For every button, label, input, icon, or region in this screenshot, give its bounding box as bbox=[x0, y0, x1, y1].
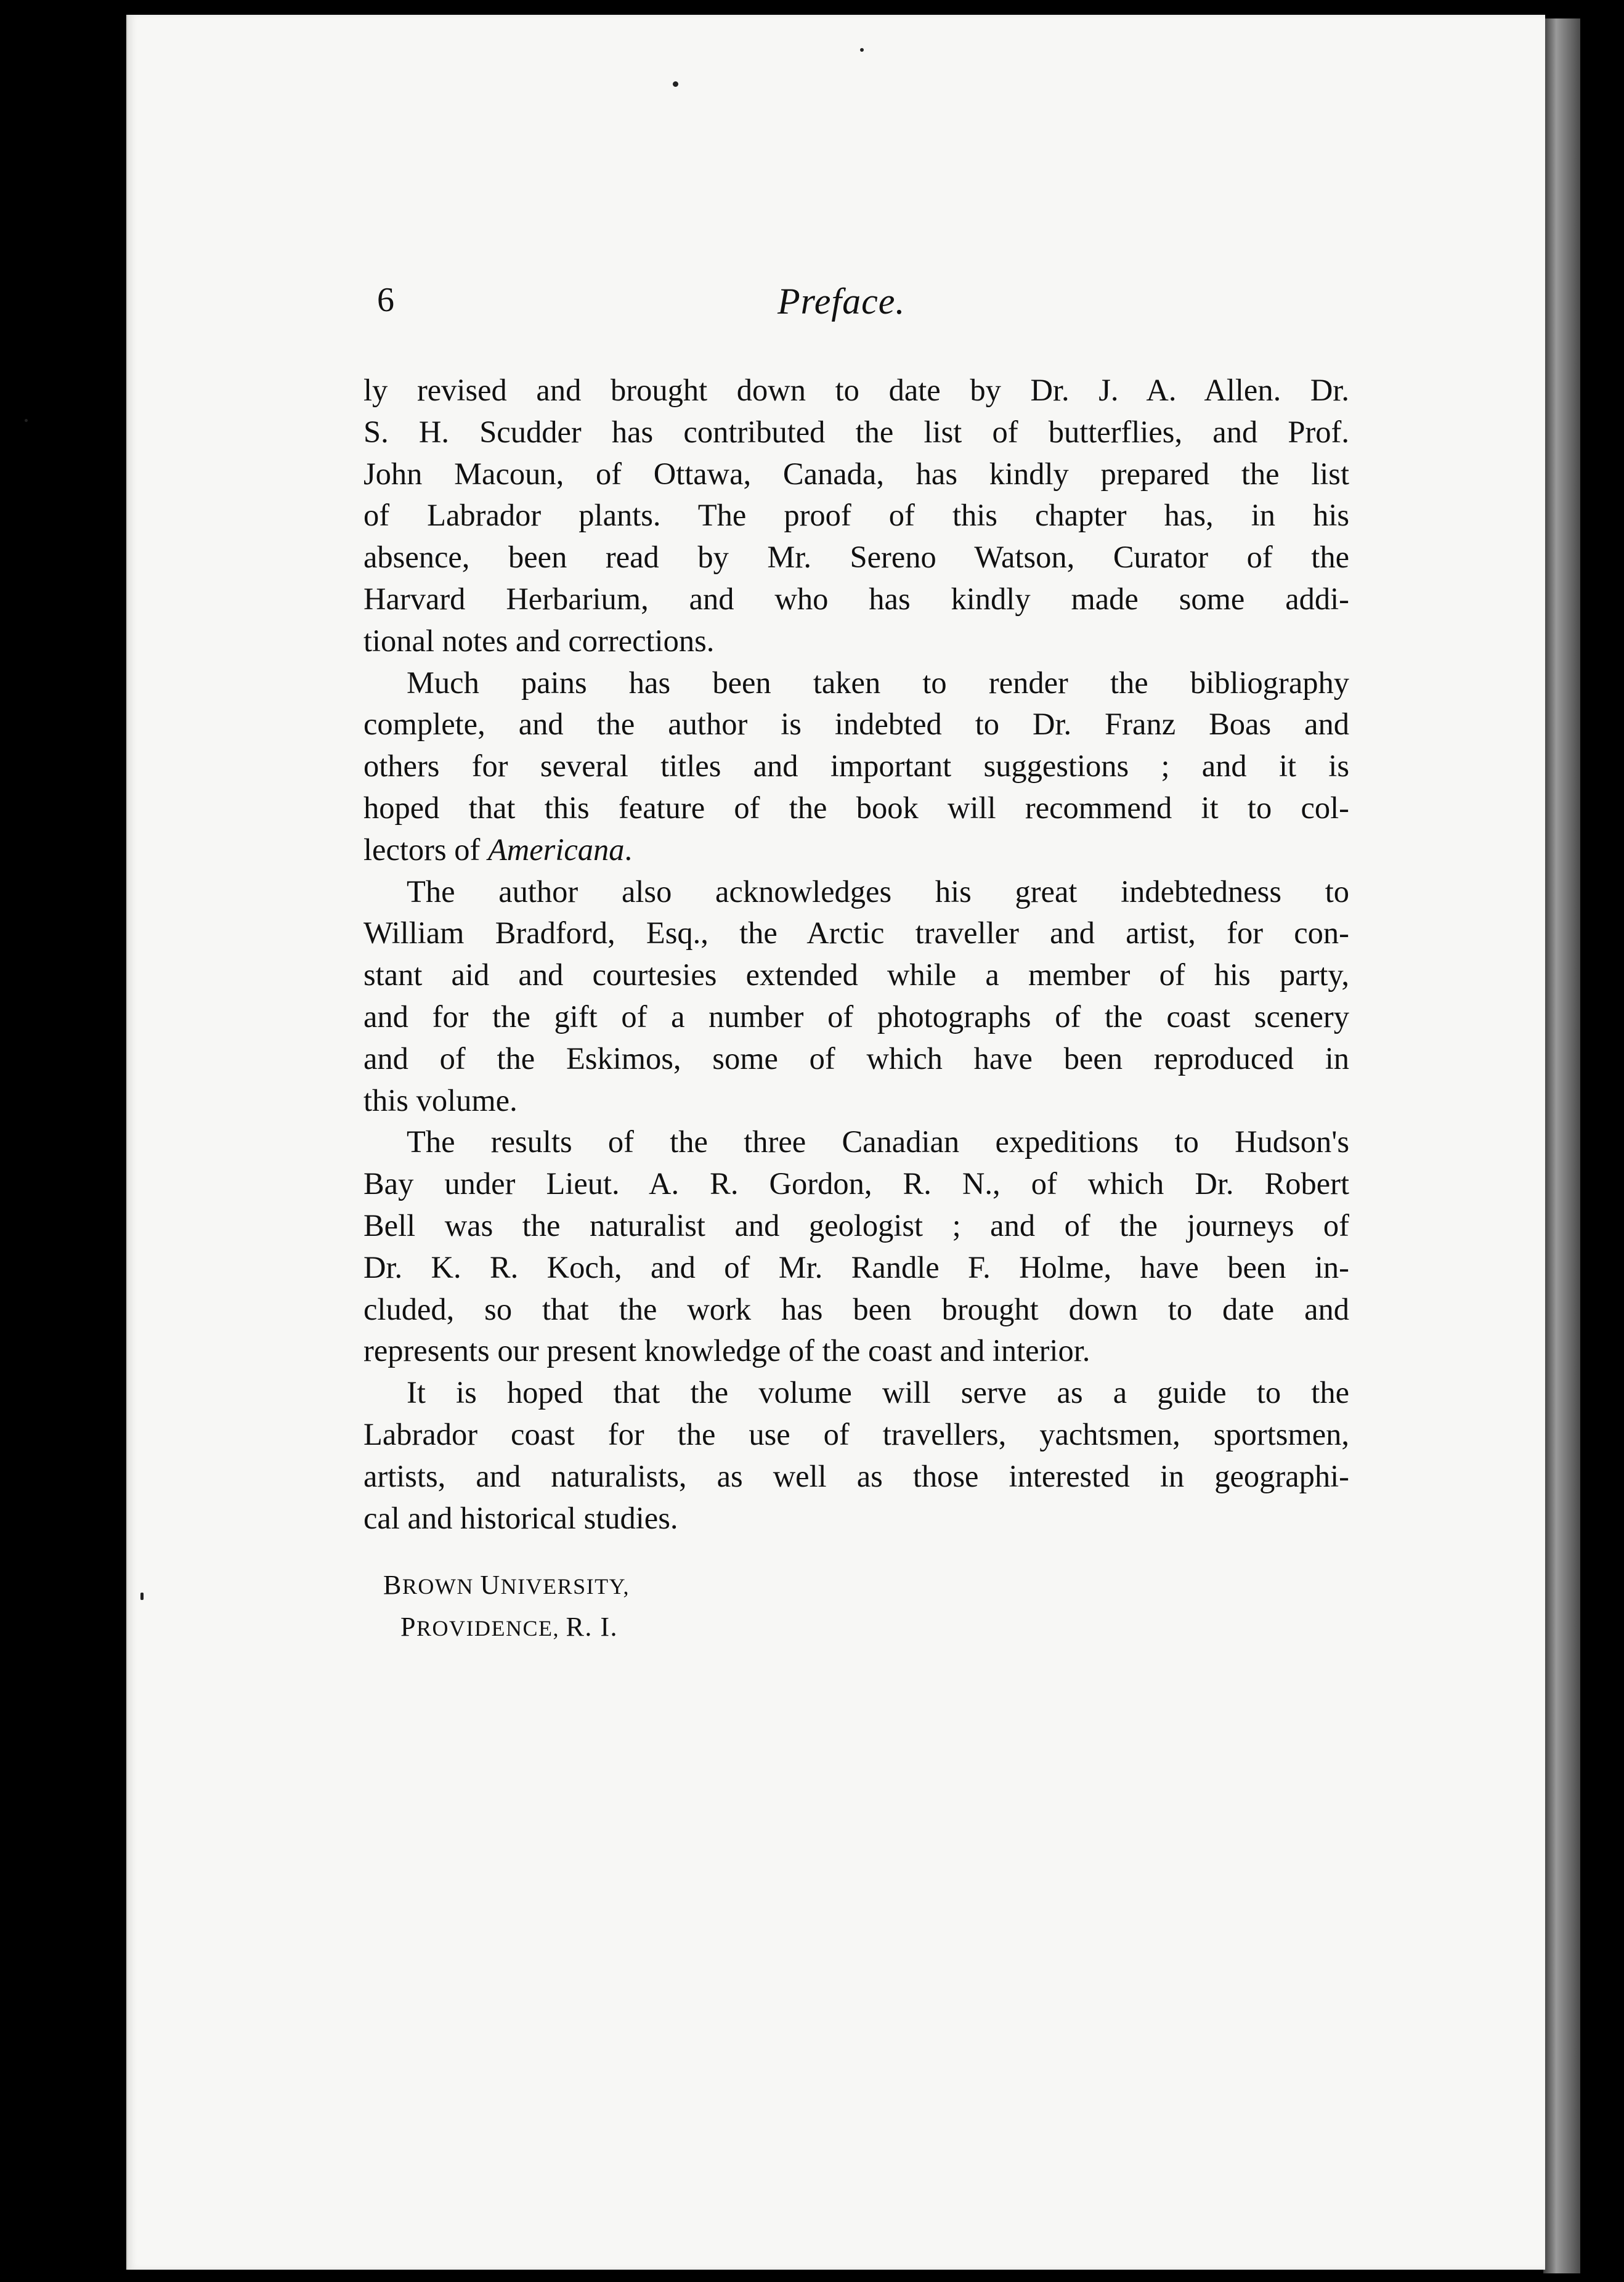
text-line: The results of the three Canadian expeditions to Hudson's bbox=[407, 1124, 1349, 1159]
text-line: this volume. bbox=[363, 1082, 518, 1118]
text-line: of Labrador plants. The proof of this chapter has, in his bbox=[363, 498, 1349, 533]
text-line: S. H. Scudder has contributed the list of butterflies, and Prof. bbox=[363, 414, 1349, 449]
text-line: cluded, so that the work has been brought down to date and bbox=[363, 1291, 1349, 1326]
signature-location: PROVIDENCE, R. I. bbox=[400, 1612, 618, 1642]
text-line: and of the Eskimos, some of which have been reproduced in bbox=[363, 1041, 1349, 1076]
page-number: 6 bbox=[377, 281, 394, 319]
text-line: Harvard Herbarium, and who has kindly made some addi- bbox=[363, 581, 1349, 616]
scan-speck bbox=[25, 419, 28, 422]
text-line: and for the gift of a number of photographs of the coast scenery bbox=[363, 999, 1349, 1034]
running-head: Preface. bbox=[777, 281, 906, 322]
page-header bbox=[377, 280, 1313, 336]
italic-term: Americana bbox=[487, 832, 625, 867]
text-line: John Macoun, of Ottawa, Canada, has kindly prepared the list bbox=[363, 456, 1349, 491]
paragraph-1 bbox=[363, 370, 1349, 662]
adjacent-page-edge bbox=[1543, 18, 1580, 2273]
text-fragment: . bbox=[624, 832, 633, 867]
text-fragment: lectors of bbox=[363, 832, 488, 867]
text-line: hoped that this feature of the book will recommend it to col- bbox=[363, 790, 1349, 825]
text-line: William Bradford, Esq., the Arctic traveller and artist, for con- bbox=[363, 916, 1349, 951]
paragraph-5 bbox=[363, 1372, 1349, 1539]
preface-body bbox=[363, 370, 1349, 1539]
signature-block bbox=[383, 1565, 630, 1649]
text-line: absence, been read by Mr. Sereno Watson, Curator of the bbox=[363, 540, 1349, 575]
scan-speck bbox=[860, 48, 864, 52]
text-line: cal and historical studies. bbox=[363, 1500, 678, 1535]
paragraph-2 bbox=[363, 662, 1349, 871]
text-line: others for several titles and important suggestions ; and it is bbox=[363, 749, 1349, 784]
paragraph-4 bbox=[363, 1121, 1349, 1372]
text-line: stant aid and courtesies extended while a member of his party, bbox=[363, 957, 1349, 993]
paragraph-3 bbox=[363, 871, 1349, 1122]
text-line: tional notes and corrections. bbox=[363, 623, 715, 658]
text-line bbox=[363, 829, 1349, 871]
scan-speck bbox=[673, 81, 678, 87]
text-line: complete, and the author is indebted to Dr. Franz Boas and bbox=[363, 707, 1349, 742]
text-line: Bay under Lieut. A. R. Gordon, R. N., of which Dr. Robert bbox=[363, 1166, 1349, 1201]
signature-institution: BROWN UNIVERSITY, bbox=[383, 1570, 630, 1600]
text-line: Much pains has been taken to render the bibliography bbox=[407, 665, 1349, 700]
text-line: It is hoped that the volume will serve as a guide to the bbox=[407, 1375, 1349, 1410]
text-line: artists, and naturalists, as well as those interested in geographi- bbox=[363, 1458, 1349, 1493]
text-line: The author also acknowledges his great indebtedness to bbox=[407, 874, 1349, 909]
text-line: represents our present knowledge of the coast and interior. bbox=[363, 1333, 1090, 1368]
text-line: Dr. K. R. Koch, and of Mr. Randle F. Holme, have been in- bbox=[363, 1249, 1349, 1285]
text-line: Bell was the naturalist and geologist ; and of the journeys of bbox=[363, 1208, 1349, 1243]
text-line: ly revised and brought down to date by Dr. J. A. Allen. Dr. bbox=[363, 373, 1349, 407]
text-line: Labrador coast for the use of travellers, yachtsmen, sportsmen, bbox=[363, 1416, 1349, 1452]
scan-speck bbox=[140, 1593, 144, 1600]
